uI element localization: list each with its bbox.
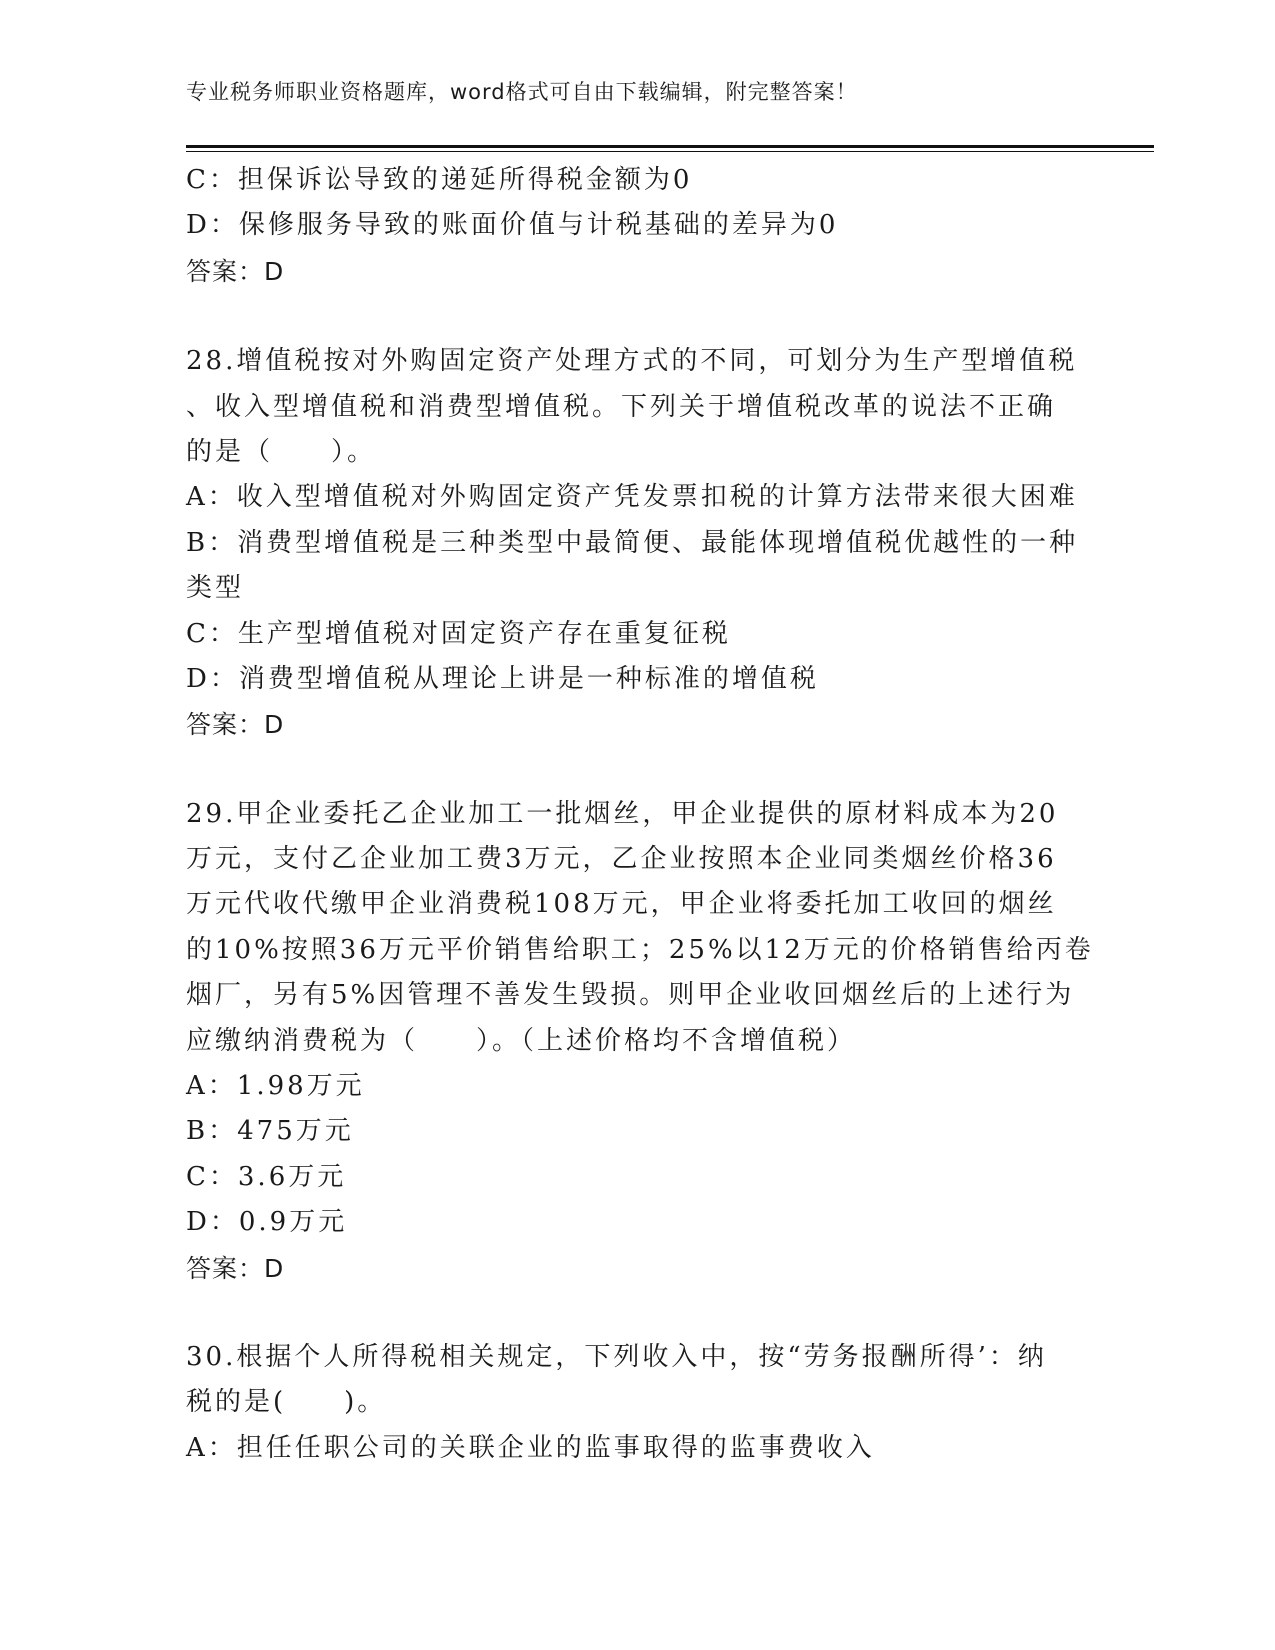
header-divider-thick	[186, 145, 1154, 148]
spacer	[186, 294, 1086, 339]
option-c: C：担保诉讼导致的递延所得税金额为0	[186, 165, 693, 195]
question-29-option-a: A：1.98万元	[186, 1071, 365, 1102]
question-28-option-b: 类型	[186, 573, 245, 604]
spacer	[186, 1291, 1086, 1335]
option-d: D：保修服务导致的账面价值与计税基础的差异为0	[186, 210, 839, 241]
question-30-stem: 30.根据个人所得税相关规定，下列收入中，按“劳务报酬所得’：纳	[186, 1341, 1047, 1372]
question-28-stem: 、收入型增值税和消费型增值税。下列关于增值税改革的说法不正确	[186, 391, 1057, 422]
question-content	[186, 158, 1094, 1471]
question-28-option-b: B：消费型增值税是三种类型中最简便、最能体现增值税优越性的一种	[186, 527, 1079, 558]
question-29-answer: 答案：D	[186, 1253, 285, 1283]
question-28-stem: 28.增值税按对外购固定资产处理方式的不同，可划分为生产型增值税	[186, 346, 1078, 377]
question-29-stem: 的10%按照36万元平价销售给职工；25%以12万元的价格销售给丙卷	[186, 934, 1094, 965]
page-header: 专业税务师职业资格题库，word格式可自由下载编辑，附完整答案！	[186, 80, 858, 104]
question-29-stem: 万元，支付乙企业加工费3万元，乙企业按照本企业同类烟丝价格36	[186, 844, 1057, 875]
question-29-option-c: C：3.6万元	[186, 1161, 347, 1192]
question-28-stem: 的是（ ）。	[186, 436, 377, 467]
question-30-stem: 税的是( )。	[186, 1387, 387, 1418]
spacer	[186, 748, 1086, 792]
question-29-stem: 29.甲企业委托乙企业加工一批烟丝，甲企业提供的原材料成本为20	[186, 798, 1059, 829]
question-29-stem: 应缴纳消费税为（ ）。（上述价格均不含增值税）	[186, 1025, 857, 1056]
answer-label: 答案：D	[186, 256, 285, 286]
question-29-stem: 烟厂，另有5%因管理不善发生毁损。则甲企业收回烟丝后的上述行为	[186, 980, 1075, 1011]
question-28-option-a: A：收入型增值税对外购固定资产凭发票扣税的计算方法带来很大困难	[186, 482, 1078, 513]
question-29-stem: 万元代收代缴甲企业消费税108万元，甲企业将委托加工收回的烟丝	[186, 889, 1057, 920]
question-30-option-a: A：担任任职公司的关联企业的监事取得的监事费收入	[186, 1432, 875, 1463]
question-28-option-c: C：生产型增值税对固定资产存在重复征税	[186, 618, 731, 649]
question-29-option-d: D：0.9万元	[186, 1207, 348, 1238]
question-29-option-b: B：475万元	[186, 1116, 354, 1147]
header-divider-thin	[186, 151, 1154, 152]
question-28-answer: 答案：D	[186, 710, 285, 740]
question-28-option-d: D：消费型增值税从理论上讲是一种标准的增值税	[186, 663, 819, 694]
